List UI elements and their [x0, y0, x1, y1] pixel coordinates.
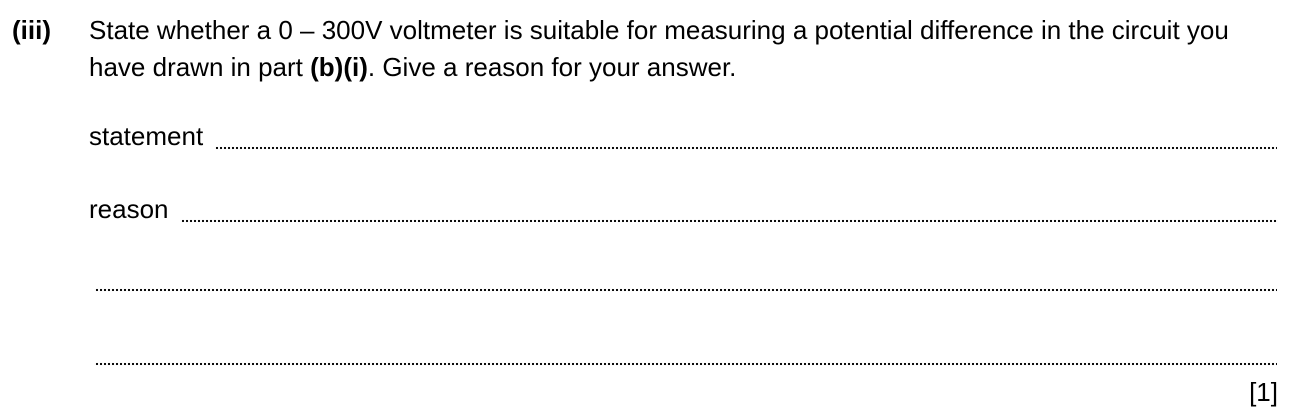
reason-continuation-line-1[interactable]: [89, 262, 1277, 294]
question-text-part1: State whether a 0 – 300V voltmeter is suitable for measuring a potential difference in the circuit you have drawn in part: [89, 15, 1229, 82]
continuation-dotted-line-1[interactable]: [95, 268, 1277, 292]
question-text: [89, 12, 1281, 86]
continuation-dotted-line-2[interactable]: [95, 342, 1277, 366]
reason-label: reason: [89, 194, 169, 224]
part-reference: (b)(i): [310, 52, 368, 82]
question-number: (iii): [12, 15, 51, 45]
question-text-part2: . Give a reason for your answer.: [367, 52, 737, 82]
statement-answer-line[interactable]: [89, 120, 1277, 152]
reason-dotted-line[interactable]: [181, 199, 1278, 223]
statement-label: statement: [89, 121, 204, 151]
reason-answer-line[interactable]: [89, 193, 1277, 225]
marks-allocation: [1]: [1249, 377, 1278, 407]
reason-continuation-line-2[interactable]: [89, 336, 1277, 368]
statement-dotted-line[interactable]: [215, 126, 1277, 150]
